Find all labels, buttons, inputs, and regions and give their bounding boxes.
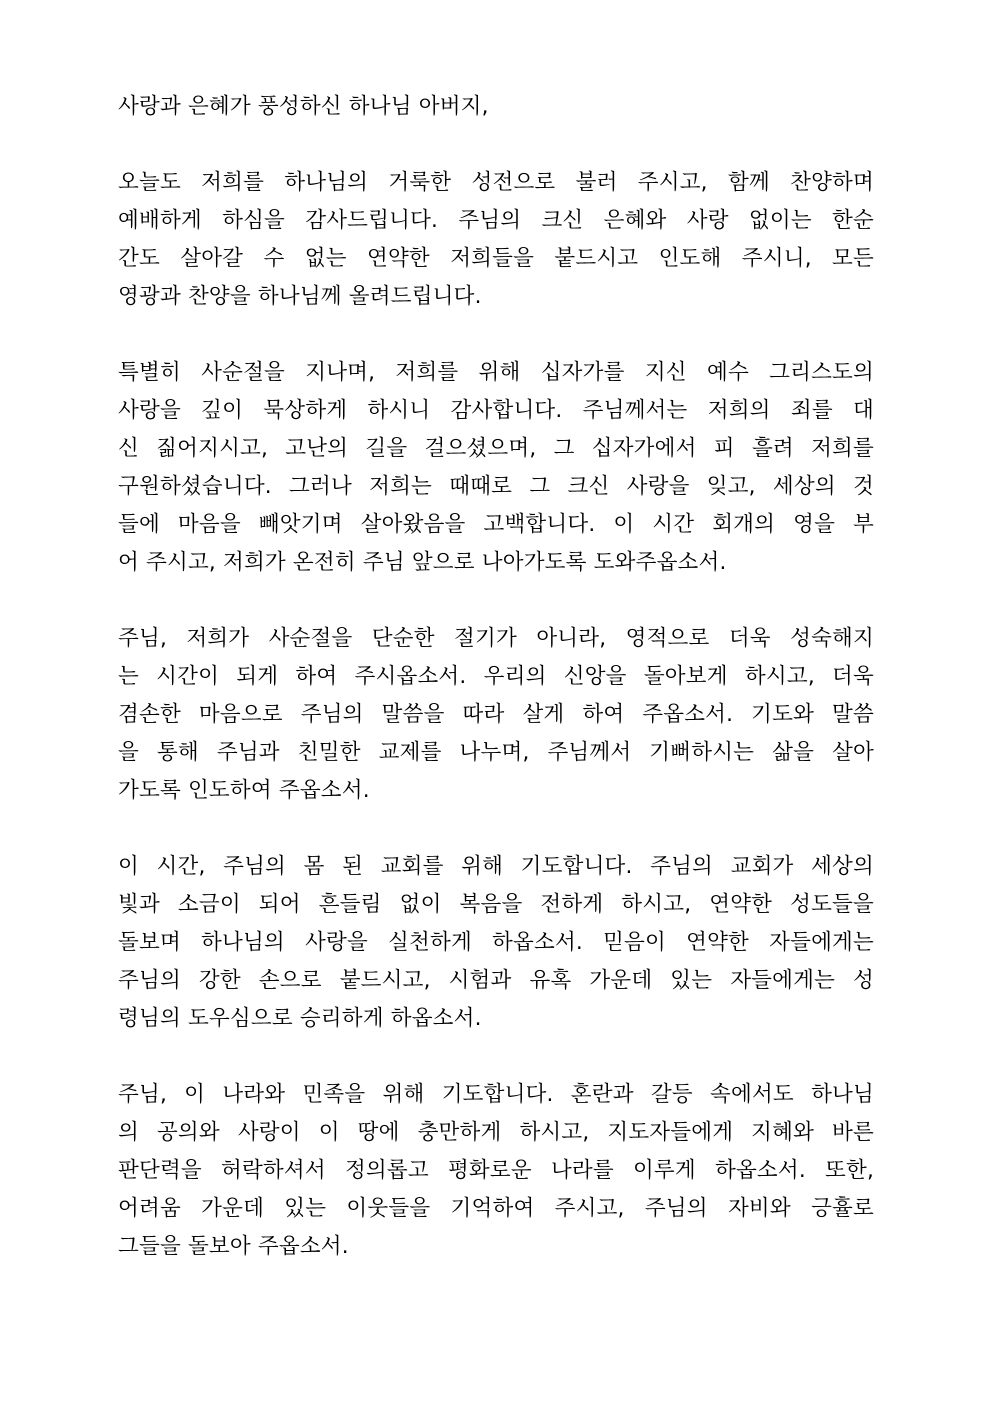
text-line: 빛과 소금이 되어 흔들림 없이 복음을 전하게 하시고, 연약한 성도들을 bbox=[118, 892, 874, 917]
paragraph-3 bbox=[118, 354, 874, 582]
text-line: 이 시간, 주님의 몸 된 교회를 위해 기도합니다. 주님의 교회가 세상의 bbox=[118, 854, 874, 879]
paragraph-6 bbox=[118, 1076, 874, 1266]
text-line: 오늘도 저희를 하나님의 거룩한 성전으로 불러 주시고, 함께 찬양하며 bbox=[118, 170, 874, 195]
text-line: 어 주시고, 저희가 온전히 주님 앞으로 나아가도록 도와주옵소서. bbox=[118, 550, 727, 575]
text-line: 사랑과 은혜가 풍성하신 하나님 아버지, bbox=[118, 94, 489, 119]
text-line: 간도 살아갈 수 없는 연약한 저희들을 붙드시고 인도해 주시니, 모든 bbox=[118, 246, 874, 271]
text-line: 신 짊어지시고, 고난의 길을 걸으셨으며, 그 십자가에서 피 흘려 저희를 bbox=[118, 436, 874, 461]
paragraph-gap bbox=[118, 1038, 874, 1076]
text-line: 겸손한 마음으로 주님의 말씀을 따라 살게 하여 주옵소서. 기도와 말씀 bbox=[118, 702, 874, 727]
text-line: 어려움 가운데 있는 이웃들을 기억하여 주시고, 주님의 자비와 긍휼로 bbox=[118, 1196, 874, 1221]
text-line: 판단력을 허락하셔서 정의롭고 평화로운 나라를 이루게 하옵소서. 또한, bbox=[118, 1158, 874, 1183]
text-line: 돌보며 하나님의 사랑을 실천하게 하옵소서. 믿음이 연약한 자들에게는 bbox=[118, 930, 874, 955]
text-line: 의 공의와 사랑이 이 땅에 충만하게 하시고, 지도자들에게 지혜와 바른 bbox=[118, 1120, 874, 1145]
text-line: 주님, 저희가 사순절을 단순한 절기가 아니라, 영적으로 더욱 성숙해지 bbox=[118, 626, 874, 651]
text-line: 들에 마음을 빼앗기며 살아왔음을 고백합니다. 이 시간 회개의 영을 부 bbox=[118, 512, 874, 537]
paragraph-4 bbox=[118, 620, 874, 810]
document-page bbox=[118, 88, 874, 1266]
text-line: 는 시간이 되게 하여 주시옵소서. 우리의 신앙을 돌아보게 하시고, 더욱 bbox=[118, 664, 874, 689]
paragraph-2 bbox=[118, 164, 874, 316]
text-line: 을 통해 주님과 친밀한 교제를 나누며, 주님께서 기뻐하시는 삶을 살아 bbox=[118, 740, 874, 765]
text-line: 가도록 인도하여 주옵소서. bbox=[118, 778, 370, 803]
text-line: 그들을 돌보아 주옵소서. bbox=[118, 1234, 349, 1259]
paragraph-gap bbox=[118, 316, 874, 354]
paragraph-gap bbox=[118, 810, 874, 848]
paragraph-gap bbox=[118, 582, 874, 620]
paragraph-5 bbox=[118, 848, 874, 1038]
text-line: 예배하게 하심을 감사드립니다. 주님의 크신 은혜와 사랑 없이는 한순 bbox=[118, 208, 874, 233]
text-line: 령님의 도우심으로 승리하게 하옵소서. bbox=[118, 1006, 482, 1031]
text-line: 특별히 사순절을 지나며, 저희를 위해 십자가를 지신 예수 그리스도의 bbox=[118, 360, 874, 385]
paragraph-1 bbox=[118, 88, 874, 126]
text-line: 영광과 찬양을 하나님께 올려드립니다. bbox=[118, 284, 482, 309]
paragraph-gap bbox=[118, 126, 874, 164]
text-line: 구원하셨습니다. 그러나 저희는 때때로 그 크신 사랑을 잊고, 세상의 것 bbox=[118, 474, 874, 499]
text-line: 사랑을 깊이 묵상하게 하시니 감사합니다. 주님께서는 저희의 죄를 대 bbox=[118, 398, 874, 423]
text-line: 주님의 강한 손으로 붙드시고, 시험과 유혹 가운데 있는 자들에게는 성 bbox=[118, 968, 874, 993]
text-line: 주님, 이 나라와 민족을 위해 기도합니다. 혼란과 갈등 속에서도 하나님 bbox=[118, 1082, 874, 1107]
